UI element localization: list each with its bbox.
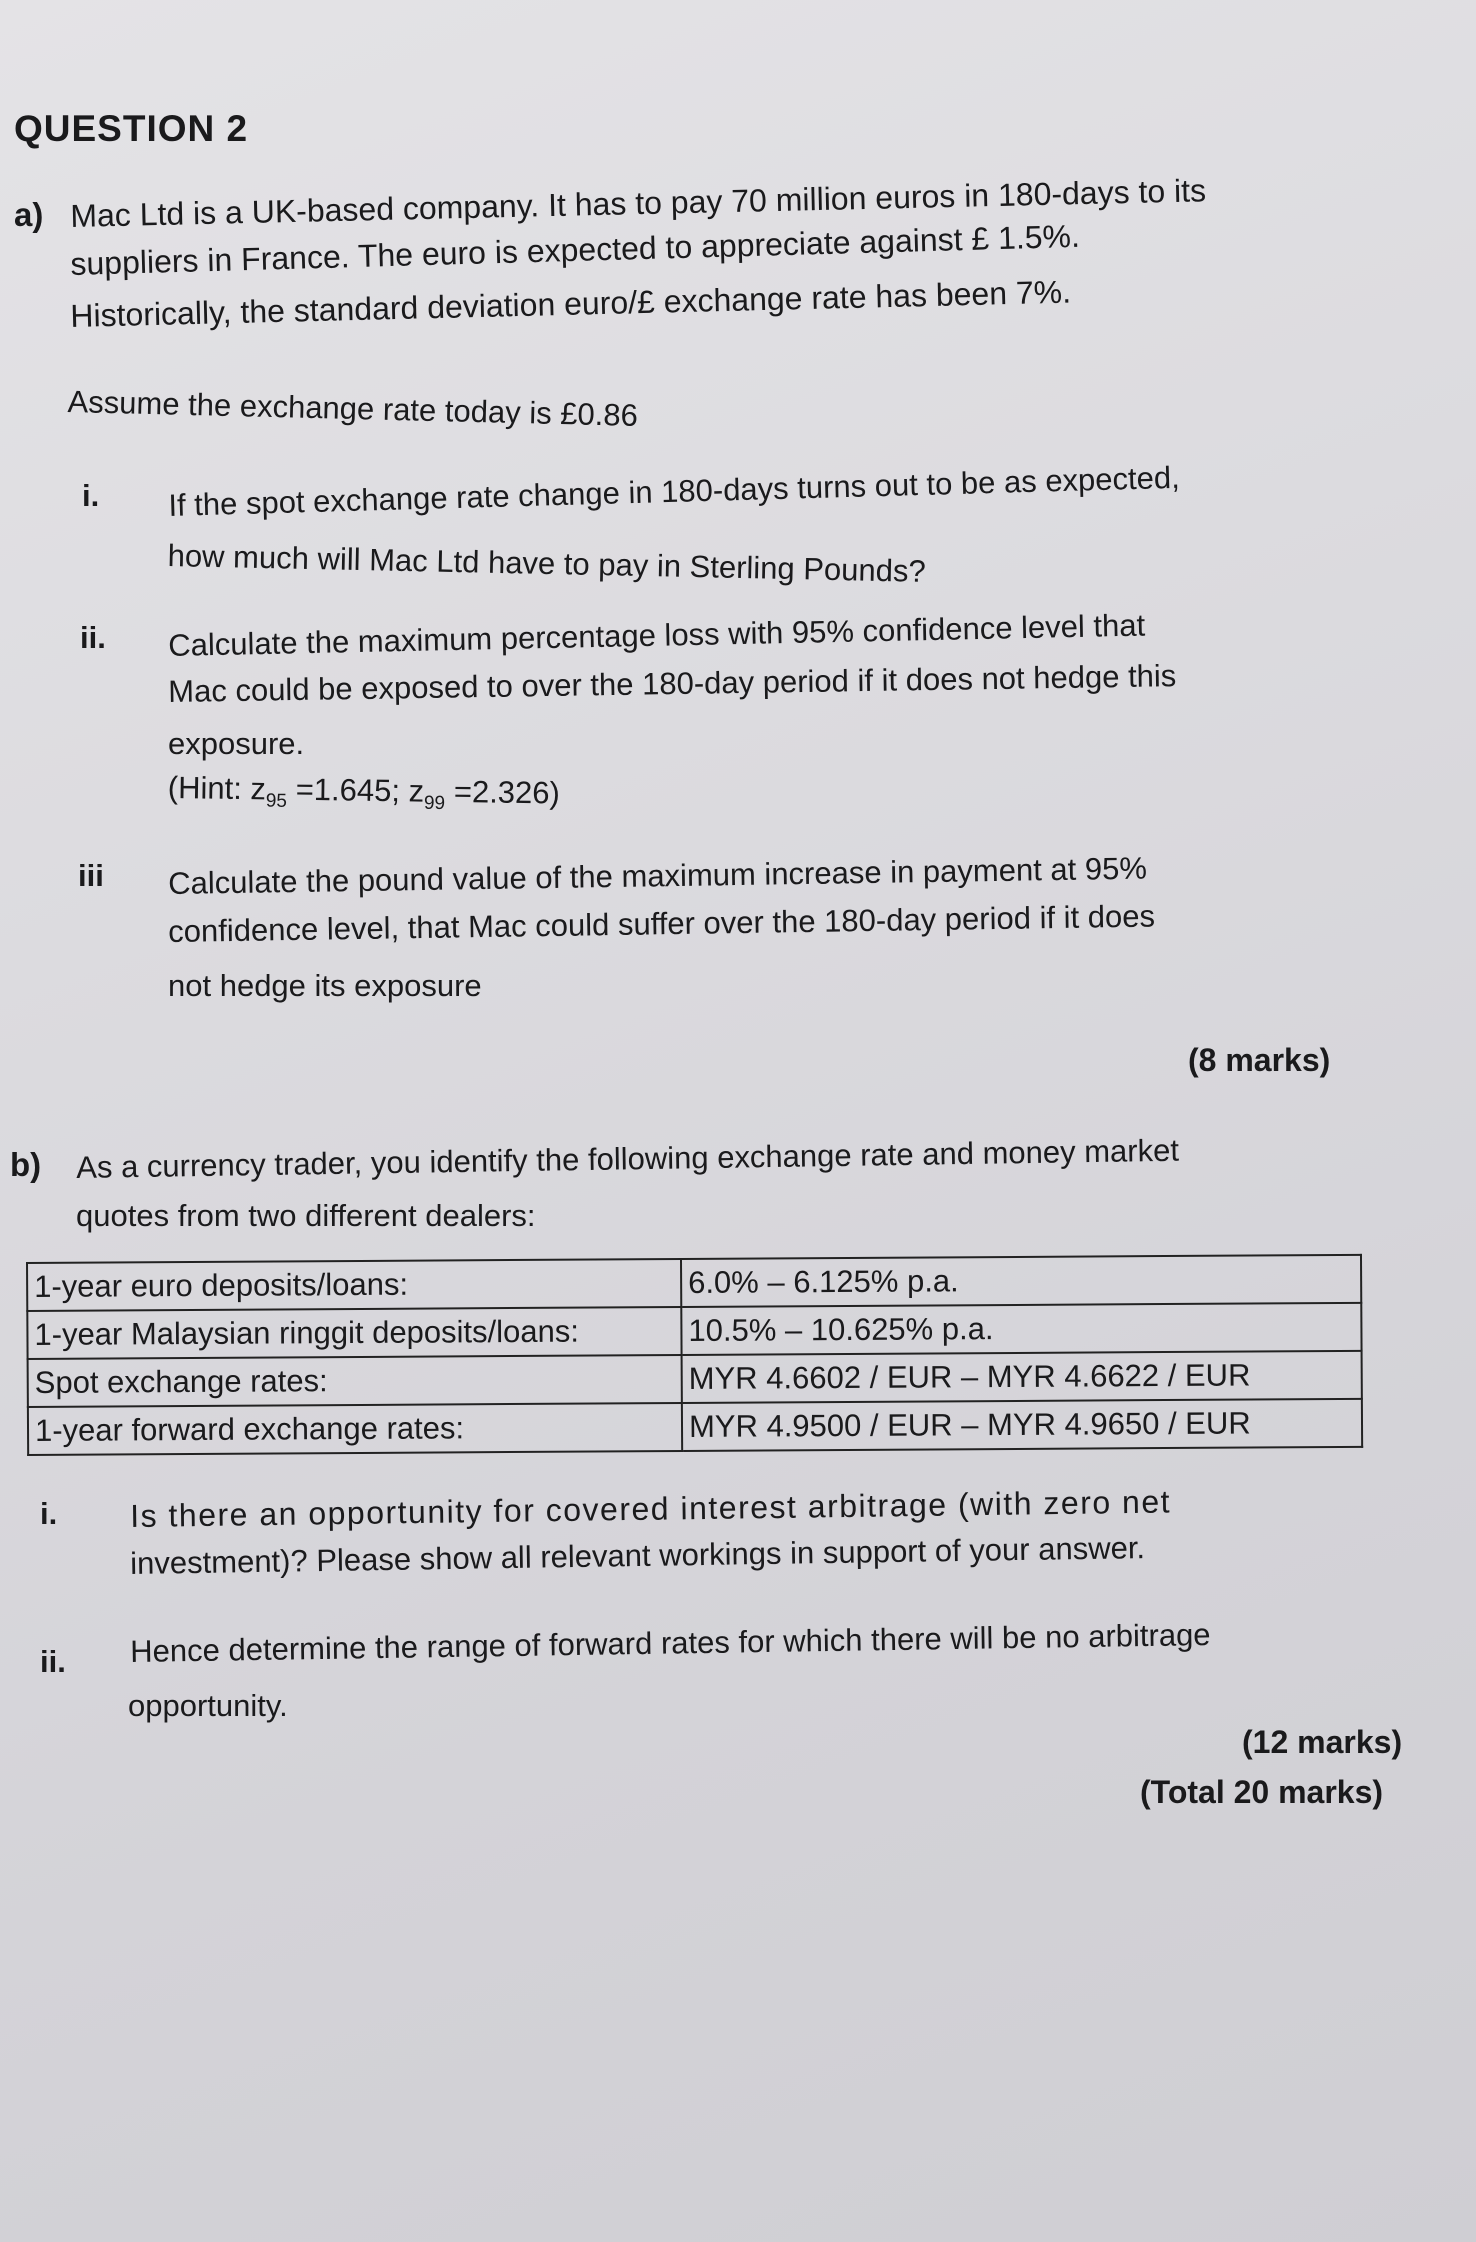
part-a-item-2-hint: (Hint: $z_{95} =1.645$; $z_{99} =2.326$) [167, 770, 561, 815]
table-cell-value: 6.0% – 6.125% p.a. [681, 1255, 1361, 1307]
total-marks: (Total 20 marks) [1140, 1774, 1384, 1810]
part-a-label: a) [14, 196, 44, 233]
part-b-item-1-line-2: investment)? Please show all relevant workings in support of your answer. [129, 1530, 1146, 1581]
part-b-item-1-num: i. [40, 1496, 58, 1531]
part-b-item-2-line-1: Hence determine the range of forward rates for which there will be no arbitrage [129, 1617, 1211, 1669]
table-row [28, 1351, 1362, 1407]
part-a-item-3-line-1: Calculate the pound value of the maximum increase in payment at 95% [167, 850, 1148, 901]
part-a-line-1: Mac Ltd is a UK-based company. It has to pay 70 million euros in 180-days to its [69, 172, 1207, 234]
part-a-item-3-num: iii [78, 858, 104, 893]
part-a-marks: (8 marks) [1188, 1042, 1331, 1078]
part-a-item-1-line-1: If the spot exchange rate change in 180-days turns out to be as expected, [167, 459, 1181, 523]
question-title: QUESTION 2 [14, 108, 249, 149]
part-a-line-2: suppliers in France. The euro is expected to appreciate against £ 1.5%. [69, 217, 1081, 282]
table-cell-label: 1-year euro deposits/loans: [27, 1259, 681, 1311]
part-a-line-3: Historically, the standard deviation euro/£ exchange rate has been 7%. [69, 273, 1072, 334]
table-cell-label: Spot exchange rates: [28, 1355, 682, 1407]
part-a-item-1-num: i. [82, 478, 100, 513]
part-b-label: b) [10, 1146, 42, 1183]
part-a-item-2-line-3: exposure. [168, 726, 305, 761]
part-a-item-2-line-2: Mac could be exposed to over the 180-day period if it does not hedge this [167, 658, 1177, 709]
part-b-marks: (12 marks) [1242, 1724, 1403, 1760]
part-a-item-3-line-2: confidence level, that Mac could suffer over the 180-day period if it does [167, 898, 1156, 949]
table-row [27, 1303, 1361, 1359]
table-cell-value: MYR 4.6602 / EUR – MYR 4.6622 / EUR [682, 1351, 1362, 1403]
part-b-item-1-line-1: Is there an opportunity for covered interest arbitrage (with zero net [129, 1483, 1172, 1534]
part-a-item-2-num: ii. [80, 620, 106, 655]
part-a-item-1-line-2: how much will Mac Ltd have to pay in Sterling Pounds? [167, 538, 927, 589]
part-b-line-1: As a currency trader, you identify the following exchange rate and money market [75, 1132, 1180, 1185]
part-b-item-2-num: ii. [40, 1644, 66, 1679]
table-row [27, 1255, 1361, 1311]
table-cell-label: 1-year forward exchange rates: [28, 1403, 682, 1455]
table-cell-value: MYR 4.9500 / EUR – MYR 4.9650 / EUR [682, 1399, 1362, 1451]
part-a-assume: Assume the exchange rate today is £0.86 [67, 384, 639, 433]
part-b-line-2: quotes from two different dealers: [76, 1198, 536, 1233]
table-row [28, 1399, 1362, 1455]
table-cell-label: 1-year Malaysian ringgit deposits/loans: [27, 1307, 681, 1359]
part-a-item-2-line-1: Calculate the maximum percentage loss with 95% confidence level that [167, 607, 1146, 663]
part-b-item-2-line-2: opportunity. [128, 1688, 288, 1723]
table-cell-value: 10.5% – 10.625% p.a. [681, 1303, 1361, 1355]
quotes-table [26, 1254, 1363, 1456]
part-a-item-3-line-3: not hedge its exposure [168, 968, 482, 1003]
